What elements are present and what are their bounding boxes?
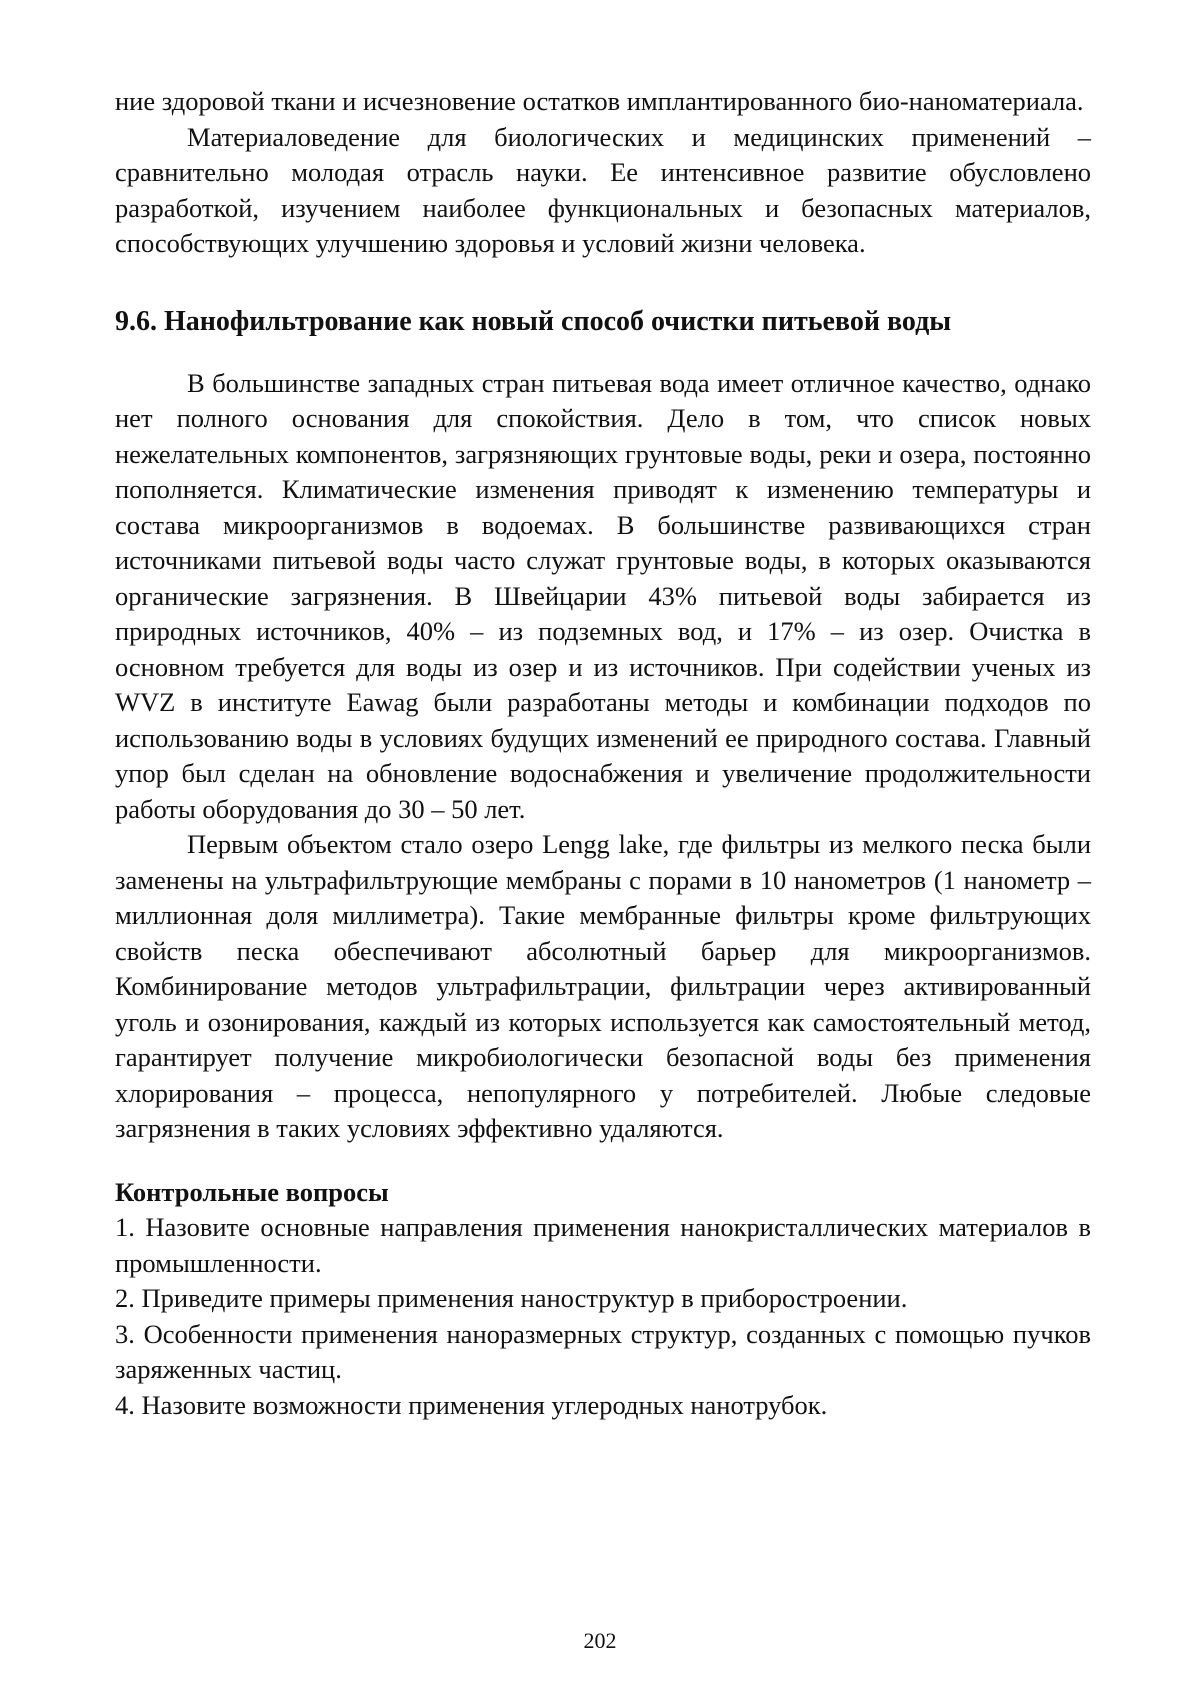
questions-list	[115, 1210, 1091, 1423]
section-body	[115, 366, 1091, 1147]
question-item: 2. Приведите примеры применения наноструктур в приборостроении.	[115, 1283, 908, 1313]
section-paragraph: Первым объектом стало озеро Lengg lake, где фильтры из мелкого песка были заменены на ультрафильтрующие мембраны с порами в 10 нанометров (1 нанометр – миллионная доля миллиметра). Такие мембранные фильтры кроме фильтрующих свойств песка обеспечивают абсолютный барьер для микроорганизмов. Комбинирование методов ультрафильтрации, фильтрации через активированный уголь и озонирования, каждый из которых используется как самостоятельный метод, гарантирует получение микробиологически безопасной воды без применения хлорирования – процесса, непопулярного у потребителей. Любые следовые загрязнения в таких условиях эффективно удаляются.	[115, 829, 1091, 1143]
page-number: 202	[583, 1628, 617, 1653]
question-item: 4. Назовите возможности применения углеродных нанотрубок.	[115, 1389, 828, 1420]
question-item: 3. Особенности применения наноразмерных структур, созданных с помощью пучков заряженных частиц.	[115, 1318, 1091, 1384]
intro-paragraph-continued: ние здоровой ткани и исчезновение остатков имплантированного био-наноматериала.	[115, 86, 1084, 116]
intro-paragraph: Материаловедение для биологических и медицинских применений – сравнительно молодая отрасль науки. Ее интенсивное развитие обусловлено разработкой, изучением наиболее функциональных и безопасных материалов, способствующих улучшению здоровья и условий жизни человека.	[115, 121, 1091, 258]
page-content	[115, 84, 1091, 1423]
section-paragraph: В большинстве западных стран питьевая вода имеет отличное качество, однако нет полного основания для спокойствия. Дело в том, что список новых нежелательных компонентов, загрязняющих грунтовые воды, реки и озера, постоянно пополняется. Климатические изменения приводят к изменению температуры и состава микроорганизмов в водоемах. В большинстве развивающихся стран источниками питьевой воды часто служат грунтовые воды, в которых оказываются органические загрязнения. В Швейцарии 43% питьевой воды забирается из природных источников, 40% – из подземных вод, и 17% – из озер. Очистка в основном требуется для воды из озер и из источников. При содействии ученых из WVZ в институте Eawag были разработаны методы и комбинации подходов по использованию воды в условиях будущих изменений ее природного состава. Главный упор был сделан на обновление водоснабжения и увеличение продолжительности работы оборудования до 30 – 50 лет.	[115, 367, 1091, 824]
question-item: 1. Назовите основные направления применения нанокристаллических материалов в промышленности.	[115, 1212, 1091, 1278]
section-heading: 9.6. Нанофильтрование как новый способ очистки питьевой воды	[115, 305, 952, 337]
questions-heading: Контрольные вопросы	[115, 1176, 389, 1207]
